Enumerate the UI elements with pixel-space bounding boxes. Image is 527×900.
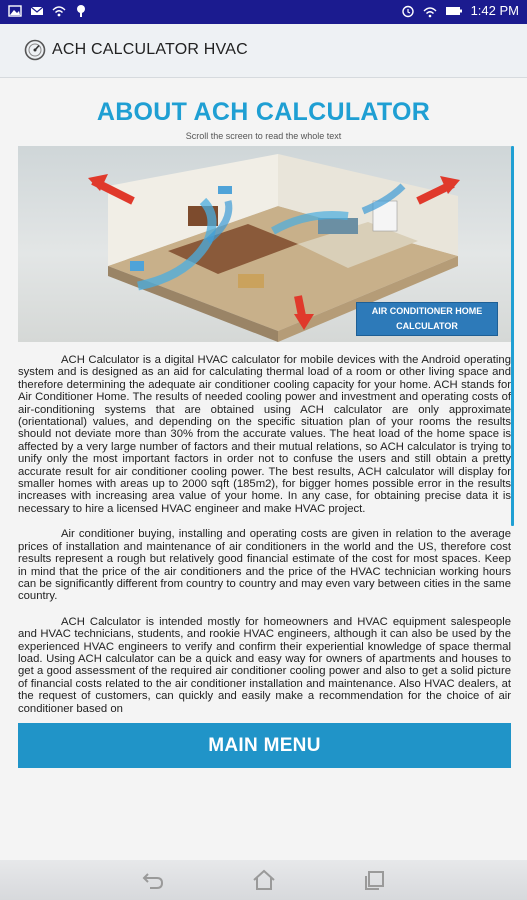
hero-badge-line2: CALCULATOR [396,321,458,331]
wifi-signal-icon [423,4,437,18]
recents-icon[interactable] [362,868,388,892]
article-paragraph: Air conditioner buying, installing and operating costs are given in relation to the average prices of installation and maintenance of air conditioners in the world and the US, therefore cost results represent a rough but relatively good financial estimate of the cost for most spaces. Keep in mind that the price of the air conditioners and the price of the HVAC technician working hours can be significantly different from country to country and may even vary between cities in the same country. [18,528,511,603]
page-title: ABOUT ACH CALCULATOR [96,98,431,126]
app-title: ACH CALCULATOR HVAC [52,41,248,58]
gauge-icon [24,39,46,61]
article-scroll-view[interactable] [18,146,511,802]
alarm-icon [401,4,415,18]
pin-icon [74,4,88,18]
hero-image [18,146,511,342]
scrollbar[interactable] [511,146,514,526]
article-text [18,354,511,728]
status-time: 1:42 PM [470,3,519,18]
article-paragraph: ACH Calculator is a digital HVAC calculator for mobile devices with the Android operating system and is designed as an aid for calculating thermal load of a room or other living space and therefore determining the adequate air conditioner cooling capacity for your home. ACH stands for Air Conditioner Home. The results of needed cooling power and investment and operating costs of air-conditioning systems that are obtained using ACH calculator are only approximate (orientational) values, and depending on the specific situation plan of your rooms the results should not deviate more than 30% from the accurate values. The heat load of the home space is affected by a very large number of factors and their mutual relations, so ACH calculator is trying to unify only the most important factors in order not to confuse the users and still obtain a pretty accurate result for air conditioner cooling power. The best results, ACH calculator will display for smaller homes with areas up to 2000 sqft (185m2), for bigger homes possible error in the results increases with increasing area value of your home. In any case, for obtaining precise data it is necessary to hire a licensed HVAC engineer and make HVAC project. [18,354,511,515]
hero-badge-line1: AIR CONDITIONER HOME [371,306,483,316]
hero-badge [356,302,498,336]
status-bar [0,0,527,24]
navigation-bar [0,860,527,900]
main-menu-button[interactable]: MAIN MENU [18,723,511,768]
wifi-icon [52,4,66,18]
home-icon[interactable] [251,868,277,892]
article-paragraph: ACH Calculator is intended mostly for homeowners and HVAC equipment salespeople and HVAC technicians, students, and rookie HVAC engineers, although it can also be used by the experienced HVAC engineers to verify and confirm their experiential knowledge of space thermal load. Using ACH calculator can be a quick and easy way for owners of apartments and houses to get a good assessment of the required air conditioner cooling power and also to get a solid picture of financial costs related to the air conditioner installation and maintenance. Also HVAC dealers, at the request of customers, can quickly and easily make a recommendation for the choice of air conditioner based on [18,615,511,715]
back-icon[interactable] [140,868,166,892]
scroll-hint: Scroll the screen to read the whole text [185,131,342,141]
mail-icon [30,4,44,18]
image-icon [8,4,22,18]
notification-icons [8,4,88,18]
battery-icon [445,4,463,18]
app-bar [0,24,527,78]
